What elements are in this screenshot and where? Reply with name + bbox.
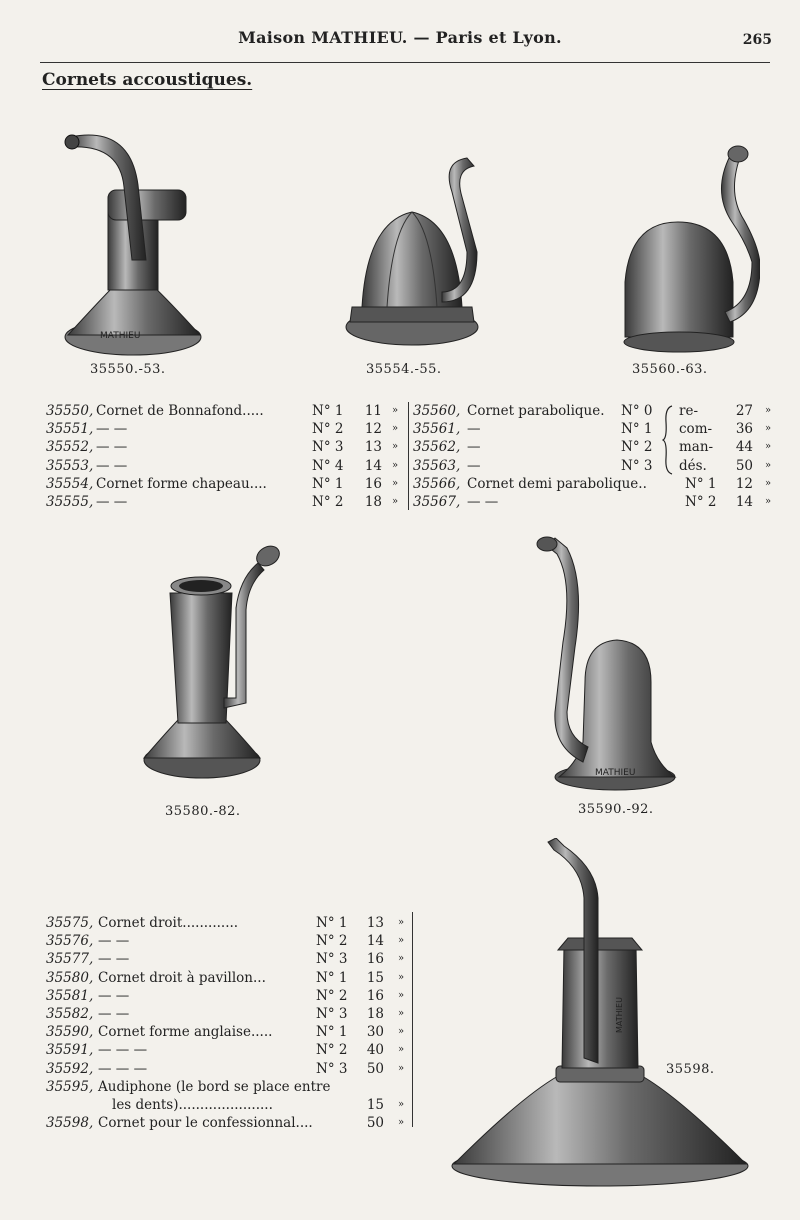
item-size: N° 2 <box>312 493 344 510</box>
engraved-mark: MATHIEU <box>595 768 636 778</box>
item-size: N° 2 <box>685 493 717 510</box>
item-ref: 35575, <box>46 915 94 931</box>
figure-cornet-anglaise <box>533 532 683 794</box>
figure-caption: 35560.-63. <box>632 362 708 377</box>
item-size: N° 3 <box>316 1005 348 1022</box>
table-row <box>46 950 411 968</box>
item-ref: 35598, <box>46 1115 94 1132</box>
item-mark: » <box>392 477 399 489</box>
table-row <box>413 457 783 475</box>
item-mark: » <box>398 989 405 1001</box>
item-desc: — <box>467 439 481 456</box>
item-price: 12 <box>364 421 382 438</box>
item-mark: » <box>398 953 405 965</box>
item-mark: » <box>398 935 405 947</box>
item-desc: — — <box>98 987 130 1004</box>
table-row <box>46 438 406 456</box>
item-mark: » <box>392 441 399 453</box>
table-row <box>46 1078 411 1096</box>
item-mark: » <box>765 405 772 416</box>
item-desc: — — — <box>98 1060 148 1077</box>
figure-cornet-bonnafond <box>60 125 210 360</box>
table-row <box>46 1005 411 1023</box>
item-ref: 35551, <box>46 421 94 438</box>
brace-symbol <box>662 404 676 476</box>
item-price: 40 <box>366 1042 384 1059</box>
item-mark: » <box>398 971 405 983</box>
item-ref: 35562, <box>413 439 461 456</box>
item-price: 14 <box>735 493 753 510</box>
item-ref: 35554, <box>46 475 94 492</box>
item-mark: » <box>392 423 399 435</box>
item-ref: 35576, <box>46 933 94 950</box>
item-mark: » <box>398 1026 405 1038</box>
figure-caption: 35554.-55. <box>366 362 442 377</box>
item-price: 36 <box>735 421 753 438</box>
item-mark: » <box>398 1062 405 1074</box>
item-price: 50 <box>366 1115 384 1132</box>
item-mark: » <box>398 1117 405 1129</box>
item-desc: Cornet demi parabolique.. <box>467 475 647 492</box>
item-price: 50 <box>735 457 753 474</box>
item-size: N° 3 <box>316 1060 348 1077</box>
item-ref: 35566, <box>413 475 461 492</box>
item-size: N° 1 <box>316 969 348 986</box>
item-size: N° 1 <box>312 403 344 419</box>
item-price: 11 <box>364 403 382 419</box>
table-row <box>413 475 783 493</box>
item-ref: 35580, <box>46 969 94 986</box>
item-size: N° 2 <box>316 987 348 1004</box>
column-divider <box>408 402 409 510</box>
item-size: N° 0 <box>621 403 653 419</box>
item-desc: — — <box>98 951 130 968</box>
item-note: dés. <box>679 457 707 474</box>
figure-caption: 35550.-53. <box>90 362 166 377</box>
figure-caption: 35598. <box>666 1062 715 1077</box>
table-row <box>46 402 406 420</box>
item-ref: 35590, <box>46 1024 94 1041</box>
item-mark: » <box>765 441 772 453</box>
item-mark: » <box>765 495 772 507</box>
item-desc: Cornet forme anglaise..... <box>98 1024 273 1041</box>
item-desc: — — <box>98 933 130 950</box>
item-price: 16 <box>366 987 384 1004</box>
table-row <box>46 914 411 932</box>
item-ref: 35567, <box>413 493 461 510</box>
item-ref: 35552, <box>46 439 94 456</box>
item-ref: 35555, <box>46 493 94 510</box>
item-price: 14 <box>364 457 382 474</box>
item-ref: 35553, <box>46 457 94 474</box>
item-price: 16 <box>364 475 382 492</box>
header-rule <box>40 62 770 63</box>
engraved-mark: MATHIEU <box>100 331 141 341</box>
item-ref: 35592, <box>46 1060 94 1077</box>
item-size: N° 3 <box>621 457 653 474</box>
item-note: re- <box>679 403 699 419</box>
item-desc: — — <box>98 1005 130 1022</box>
table-row <box>46 1060 411 1078</box>
item-desc: Cornet forme chapeau.... <box>96 475 267 492</box>
table-row <box>46 1023 411 1041</box>
table-row <box>46 457 406 475</box>
item-ref: 35561, <box>413 421 461 438</box>
item-price: 30 <box>366 1024 384 1041</box>
figure-cornet-droit-pavillon <box>140 538 285 788</box>
item-ref: 35563, <box>413 457 461 474</box>
item-desc: — — <box>96 421 128 438</box>
item-price: 15 <box>366 1096 384 1113</box>
figure-cornet-confessionnal <box>450 838 755 1190</box>
item-mark: » <box>398 1044 405 1056</box>
table-row <box>46 1114 411 1132</box>
item-mark: » <box>392 405 399 416</box>
item-note: man- <box>679 439 714 456</box>
table-row <box>413 438 783 456</box>
item-size: N° 2 <box>621 439 653 456</box>
table-row <box>413 493 783 511</box>
item-size: N° 3 <box>316 951 348 968</box>
item-desc: Cornet parabolique. <box>467 403 605 419</box>
item-desc: les dents)...................... <box>112 1096 273 1113</box>
item-price: 50 <box>366 1060 384 1077</box>
item-ref: 35595, <box>46 1078 94 1095</box>
item-mark: » <box>765 459 772 471</box>
item-desc: — <box>467 421 481 438</box>
item-mark: » <box>392 459 399 471</box>
table-row <box>413 420 783 438</box>
item-note: com- <box>679 421 713 438</box>
item-desc: Cornet de Bonnafond..... <box>96 403 264 419</box>
item-desc: — — <box>96 439 128 456</box>
engraved-mark: MATHIEU <box>615 997 624 1033</box>
figure-caption: 35580.-82. <box>165 804 241 819</box>
table-row <box>413 402 783 420</box>
table-row <box>46 932 411 950</box>
price-table-left <box>46 402 406 511</box>
price-table-bottom <box>46 914 411 1132</box>
item-size: N° 2 <box>316 933 348 950</box>
table-row <box>46 987 411 1005</box>
table-row <box>46 1096 411 1114</box>
item-desc: — — <box>467 493 499 510</box>
table-row <box>46 969 411 987</box>
item-mark: » <box>765 477 772 489</box>
item-ref: 35577, <box>46 951 94 968</box>
item-size: N° 3 <box>312 439 344 456</box>
item-ref: 35550, <box>46 403 94 419</box>
item-desc: — — <box>96 457 128 474</box>
column-divider <box>412 912 413 1127</box>
item-price: 18 <box>364 493 382 510</box>
page-header-title: Maison MATHIEU. — Paris et Lyon. <box>238 28 562 47</box>
price-table-right <box>413 402 783 511</box>
table-row <box>46 1041 411 1059</box>
item-desc: — <box>467 457 481 474</box>
page-number: 265 <box>742 32 772 48</box>
item-size: N° 1 <box>316 915 348 931</box>
figure-caption: 35590.-92. <box>578 802 654 817</box>
table-row <box>46 420 406 438</box>
item-mark: » <box>392 495 399 507</box>
item-ref: 35591, <box>46 1042 94 1059</box>
item-ref: 35560, <box>413 403 461 419</box>
item-size: N° 2 <box>316 1042 348 1059</box>
item-price: 12 <box>735 475 753 492</box>
item-mark: » <box>398 1098 405 1110</box>
item-size: N° 4 <box>312 457 344 474</box>
item-price: 27 <box>735 403 753 419</box>
item-desc: Cornet droit à pavillon... <box>98 969 266 986</box>
item-price: 13 <box>366 915 384 931</box>
item-price: 44 <box>735 439 753 456</box>
item-mark: » <box>398 917 405 928</box>
item-price: 15 <box>366 969 384 986</box>
item-ref: 35581, <box>46 987 94 1004</box>
item-ref: 35582, <box>46 1005 94 1022</box>
item-price: 13 <box>364 439 382 456</box>
item-size: N° 1 <box>621 421 653 438</box>
item-size: N° 1 <box>685 475 717 492</box>
figure-cornet-chapeau <box>342 152 487 352</box>
section-title: Cornets accoustiques. <box>42 70 253 90</box>
item-price: 16 <box>366 951 384 968</box>
item-desc: Cornet droit............. <box>98 915 239 931</box>
item-desc: — — <box>96 493 128 510</box>
item-desc: — — — <box>98 1042 148 1059</box>
item-price: 14 <box>366 933 384 950</box>
item-size: N° 1 <box>312 475 344 492</box>
figure-cornet-parabolique <box>620 142 760 357</box>
item-desc: Audiphone (le bord se place entre <box>98 1078 331 1095</box>
table-row <box>46 475 406 493</box>
item-mark: » <box>765 423 772 435</box>
item-price: 18 <box>366 1005 384 1022</box>
item-desc: Cornet pour le confessionnal.... <box>98 1115 313 1132</box>
item-mark: » <box>398 1007 405 1019</box>
item-size: N° 2 <box>312 421 344 438</box>
item-size: N° 1 <box>316 1024 348 1041</box>
table-row <box>46 493 406 511</box>
